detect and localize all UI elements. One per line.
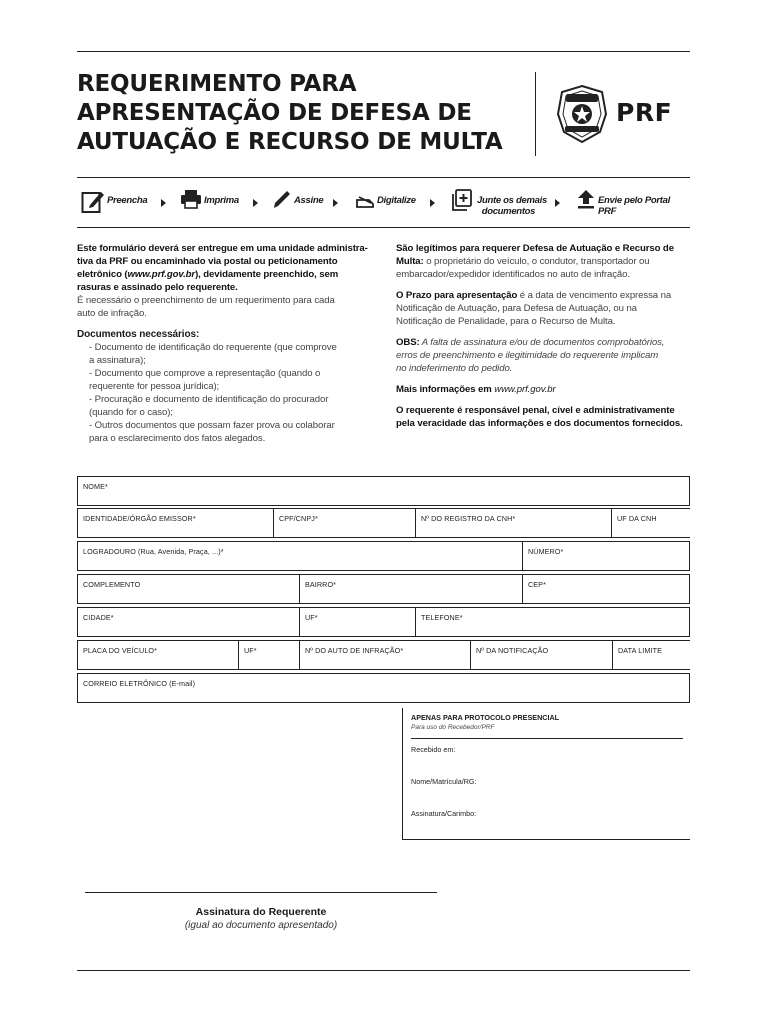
responsibility-paragraph [396, 404, 690, 430]
text-line: pela veracidade das informações e dos documentos fornecidos. [396, 418, 683, 429]
logradouro-field[interactable] [78, 542, 522, 570]
list-item: a assinatura); [89, 355, 146, 366]
complemento-field[interactable] [78, 575, 299, 603]
delivery-paragraph [77, 242, 377, 294]
text-line: Mais informações em [396, 384, 495, 395]
add-document-icon [451, 188, 473, 212]
field-label: IDENTIDADE/ÓRGÃO EMISSOR* [83, 514, 196, 523]
title-line-2: APRESENTAÇÃO DE DEFESA DE [77, 100, 472, 126]
step-label-line-2: documentos [481, 206, 536, 217]
signature-line[interactable] [85, 892, 437, 893]
text-line: Multa: [396, 256, 424, 267]
text-line: OBS: [396, 337, 420, 348]
printer-icon [180, 188, 202, 210]
text-line: Notificação de Autuação, para Defesa de Autuação, ou na [396, 303, 637, 314]
prf-badge-icon [556, 84, 608, 144]
field-label: CEP* [528, 580, 546, 589]
deadline-paragraph [396, 289, 690, 328]
data-limite-field[interactable] [612, 641, 691, 669]
field-label: UF* [244, 646, 257, 655]
cep-field[interactable] [522, 575, 689, 603]
obs-paragraph [396, 336, 690, 375]
registro-cnh-field[interactable] [415, 509, 611, 537]
field-label: Nº DA NOTIFICAÇÃO [476, 646, 549, 655]
uf-field[interactable] [299, 608, 415, 636]
divider [411, 738, 683, 739]
text-line: O requerente é responsável penal, cível e administrativamente [396, 405, 675, 416]
steps-top-rule [77, 177, 690, 178]
email-field[interactable] [77, 673, 690, 703]
row-complemento [77, 574, 690, 604]
title-line-3: AUTUAÇÃO E RECURSO DE MULTA [77, 129, 503, 155]
upload-icon [576, 188, 596, 210]
field-label: CPF/CNPJ* [279, 514, 318, 523]
field-label: LOGRADOURO (Rua, Avenida, Praça, ...)* [83, 547, 224, 556]
step-label: Assine [294, 195, 324, 206]
list-item: - Outros documentos que possam fazer prova ou colaborar [89, 420, 335, 431]
step-label: Imprima [204, 195, 239, 206]
field-label: UF* [305, 613, 318, 622]
scanner-icon [355, 188, 375, 210]
text-line: embarcador/expedidor identificados no auto de infração. [396, 269, 630, 280]
more-info-paragraph [396, 383, 690, 396]
telefone-field[interactable] [415, 608, 689, 636]
numero-field[interactable] [522, 542, 689, 570]
step-label: Preencha [107, 195, 148, 206]
list-item: requerente for pessoa jurídica); [89, 381, 220, 392]
step-assine [272, 188, 323, 210]
legitimacy-paragraph [396, 242, 690, 281]
step-preencha [81, 188, 147, 214]
field-label: COMPLEMENTO [83, 580, 141, 589]
field-label: Nº DO AUTO DE INFRAÇÃO* [305, 646, 404, 655]
field-label: NOME* [83, 482, 108, 491]
row-logradouro [77, 541, 690, 571]
field-label: PLACA DO VEÍCULO* [83, 646, 157, 655]
step-label: Envie pelo Portal PRF [598, 195, 670, 217]
text-line: eletrônico ( [77, 269, 128, 280]
step-digitalize [355, 188, 416, 210]
step-arrow [333, 199, 338, 207]
list-item: - Documento de identificação do requerente (que comprove [89, 342, 337, 353]
field-label: TELEFONE* [421, 613, 463, 622]
notificacao-field[interactable] [470, 641, 612, 669]
field-label: DATA LIMITE [618, 646, 662, 655]
text-line: erros de preenchimento e ilegitimidade do requerente implicam [396, 350, 659, 361]
field-label: NÚMERO* [528, 547, 564, 556]
field-label: Nº DO REGISTRO DA CNH* [421, 514, 516, 523]
list-item: - Documento que comprove a representação (quando o [89, 368, 321, 379]
step-arrow [555, 199, 560, 207]
documents-title: Documentos necessários: [77, 329, 200, 340]
signature-note: (igual ao documento apresentado) [184, 920, 338, 931]
list-item: - Procuração e documento de identificação do procurador [89, 394, 329, 405]
text-line: tiva da PRF ou encaminhado via postal ou peticionamento [77, 256, 338, 267]
text-line: é a data de vencimento expressa na [517, 290, 672, 301]
step-arrow [430, 199, 435, 207]
step-imprima [180, 188, 239, 210]
documents-list [77, 341, 377, 445]
prf-logo-text: PRF [616, 98, 673, 127]
placa-field[interactable] [78, 641, 238, 669]
step-label: Digitalize [377, 195, 416, 206]
text-line: ), devidamente preenchido, sem [195, 269, 339, 280]
instructions-left [77, 242, 377, 445]
recebido-field[interactable]: Recebido em: [411, 745, 456, 754]
page-title [77, 70, 527, 157]
field-label: UF DA CNH [617, 514, 657, 523]
steps-bar [77, 188, 690, 228]
list-item: para o esclarecimento dos fatos alegados. [89, 433, 266, 444]
requirement-note [77, 294, 377, 320]
text-line: São legítimos para requerer Defesa de Autuação e Recurso de [396, 243, 674, 254]
cidade-field[interactable] [78, 608, 299, 636]
text-line: Este formulário deverá ser entregue em uma unidade administra- [77, 243, 368, 254]
auto-infracao-field[interactable] [299, 641, 470, 669]
field-label: CIDADE* [83, 613, 114, 622]
step-arrow [161, 199, 166, 207]
text-line: A falta de assinatura e/ou de documentos comprobatórios, [419, 337, 665, 348]
list-item: (quando for o caso); [89, 407, 173, 418]
field-label: CORREIO ELETRÔNICO (E-mail) [83, 679, 196, 688]
step-arrow [253, 199, 258, 207]
nome-field[interactable] [77, 476, 690, 506]
text-line: auto de infração. [77, 308, 147, 319]
header-divider [535, 72, 536, 156]
row-identidade [77, 508, 690, 538]
bairro-field[interactable] [299, 575, 522, 603]
field-label: BAIRRO* [305, 580, 337, 589]
text-line: rasuras e assinado pelo requerente. [77, 282, 238, 293]
identidade-field[interactable] [78, 509, 273, 537]
step-label-line-1: Junte os demais [477, 195, 547, 206]
row-cidade [77, 607, 690, 637]
cpf-field[interactable] [273, 509, 415, 537]
text-line: no indeferimento do pedido. [396, 363, 513, 374]
text-line: É necessário o preenchimento de um requerimento para cada [77, 295, 335, 306]
protocol-box [402, 708, 690, 840]
edit-icon [81, 188, 105, 214]
step-junte [451, 188, 547, 217]
protocol-subtitle: Para uso do Recebedor/PRF [411, 724, 495, 731]
steps-bottom-rule [77, 227, 690, 228]
title-line-1: REQUERIMENTO PARA [77, 71, 357, 97]
assinatura-carimbo-field[interactable]: Assinatura/Carimbo: [411, 809, 477, 818]
text-line: O Prazo para apresentação [396, 290, 518, 301]
uf-veiculo-field[interactable] [238, 641, 299, 669]
instructions-right [396, 242, 690, 430]
bottom-rule [77, 970, 690, 971]
text-line: Notificação de Penalidade, para o Recurso de Multa. [396, 316, 616, 327]
top-rule [77, 51, 690, 52]
row-placa [77, 640, 690, 670]
nome-matricula-field[interactable]: Nome/Matrícula/RG: [411, 777, 477, 786]
uf-cnh-field[interactable] [611, 509, 691, 537]
step-label [475, 195, 547, 217]
text-line: o proprietário do veículo, o condutor, transportador ou [423, 256, 650, 267]
prf-website-link[interactable]: www.prf.gov.br [494, 384, 556, 395]
step-envie [576, 188, 690, 217]
signature-label: Assinatura do Requerente [195, 906, 327, 918]
prf-website-link[interactable]: www.prf.gov.br [127, 269, 196, 280]
protocol-title: APENAS PARA PROTOCOLO PRESENCIAL [411, 713, 560, 722]
pen-icon [272, 188, 292, 210]
